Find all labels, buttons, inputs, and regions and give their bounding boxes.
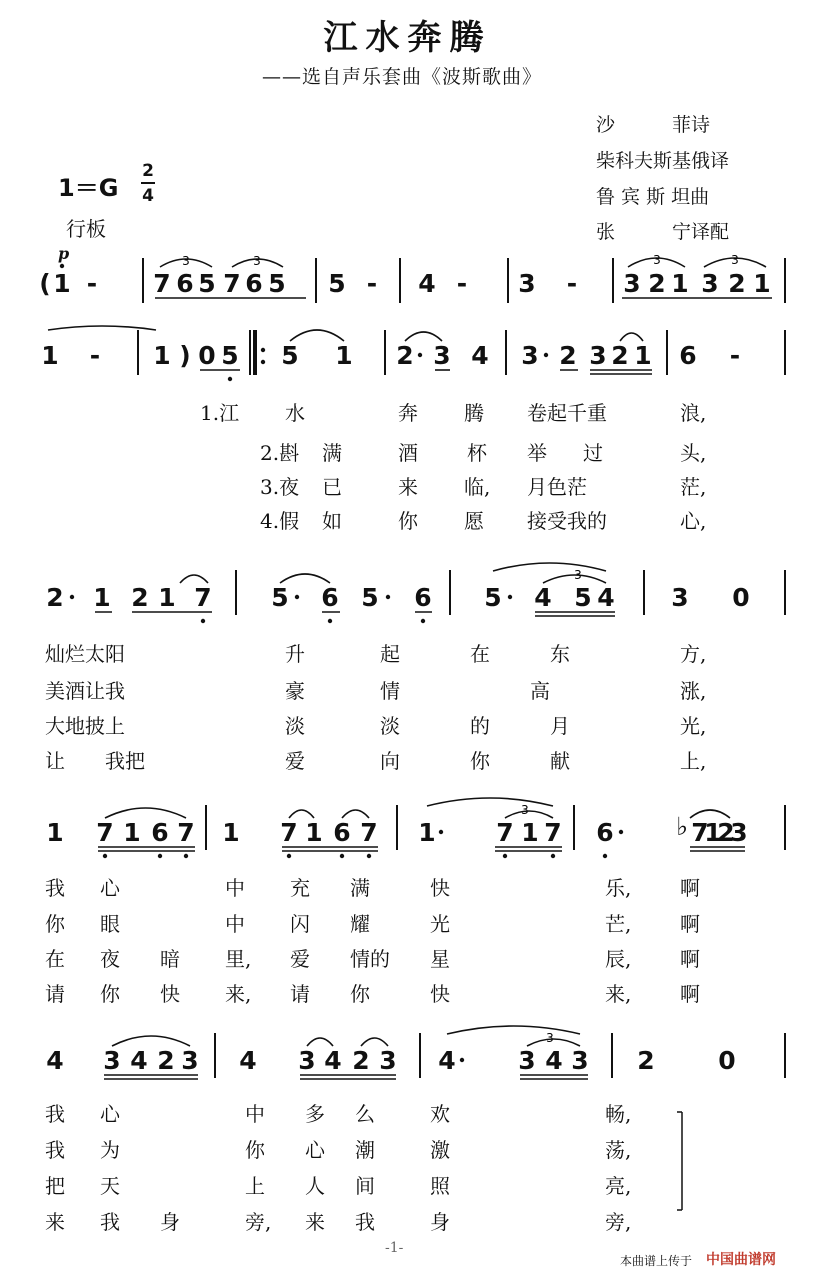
note: 4 [239, 1046, 257, 1075]
lyric-word: 把 [45, 1174, 65, 1198]
lyric-word: 人 [305, 1174, 325, 1198]
page-number: -1- [385, 1240, 404, 1256]
note: 5 [198, 269, 216, 298]
note: 3 [181, 1046, 199, 1075]
lyric-word: 中 [225, 912, 245, 936]
lyric-word: 我 [355, 1210, 375, 1234]
lyric-word: 头, [680, 441, 707, 465]
note: 3 [379, 1046, 397, 1075]
note: 2 [131, 583, 149, 612]
lyric-word: 身 [430, 1210, 450, 1234]
lyric-word: 充 [290, 876, 310, 900]
lyric-word: 你 [350, 982, 370, 1006]
note: - [89, 341, 101, 370]
tuplet-number: 3 [574, 568, 582, 582]
lyric-word: 啊 [680, 947, 700, 971]
slur [112, 1036, 190, 1046]
lyric-word: 亮, [605, 1174, 632, 1198]
lyric-word: 夜 [100, 947, 120, 971]
lyric-word: 卷起千重 [527, 401, 607, 425]
note: 6 [321, 583, 339, 612]
note: 1 [41, 341, 59, 370]
note: - [729, 341, 741, 370]
slur [307, 1038, 333, 1046]
note: 1 [753, 269, 771, 298]
lyric-word: 啊 [680, 982, 700, 1006]
lyric-word: 乐, [605, 876, 632, 900]
lyric-word: 淡 [285, 714, 305, 738]
lyric-word: 3.夜 [260, 475, 300, 499]
note: 7 [544, 818, 562, 847]
note: 4 [534, 583, 552, 612]
note: 5 [574, 583, 592, 612]
lyric-word: 上 [245, 1174, 265, 1198]
note: 4 [324, 1046, 342, 1075]
note: 3 [433, 341, 451, 370]
note: 5 [328, 269, 346, 298]
note: 2 [157, 1046, 175, 1075]
lyric-word: 让 [45, 749, 65, 773]
slur [427, 798, 553, 806]
lyric-word: 眼 [100, 912, 120, 936]
lyric-word: 淡 [380, 714, 400, 738]
note: - [566, 269, 578, 298]
lyric-word: 起 [380, 642, 400, 666]
lyric-word: 向 [380, 749, 400, 773]
lyric-word: 临, [464, 475, 491, 499]
lyric-word: 我 [45, 876, 65, 900]
note: 1 [305, 818, 323, 847]
lyric-word: 豪 [285, 679, 305, 703]
lyric-word: 请 [290, 982, 310, 1006]
lyric-word: 请 [45, 982, 65, 1006]
lyric-word: 来 [305, 1210, 325, 1234]
lyric-word: 暗 [160, 947, 180, 971]
lyric-word: 在 [470, 642, 490, 666]
note: 2 [717, 818, 735, 847]
lyric-word: 月 [550, 714, 570, 738]
lyric-word: 你 [398, 509, 418, 533]
note: 3 [518, 1046, 536, 1075]
note: 2 [728, 269, 746, 298]
upload-note: 本曲谱上传于 [620, 1254, 693, 1268]
note: 7 [223, 269, 241, 298]
note: 0 [198, 341, 216, 370]
note: 5 [268, 269, 286, 298]
tuplet-number: 3 [253, 254, 261, 268]
time-signature-bottom: 4 [142, 186, 154, 206]
lyric-word: 奔 [398, 401, 418, 425]
lyric-word: 么 [355, 1102, 375, 1126]
note: 1 [704, 818, 722, 847]
slur [180, 575, 208, 583]
lyric-word: 茫, [680, 475, 707, 499]
lyric-word: 快 [430, 982, 450, 1006]
aug-dot [619, 830, 623, 834]
tuplet-number: 3 [182, 254, 190, 268]
note: 4 [471, 341, 489, 370]
octave-dot [340, 854, 344, 858]
slur [342, 810, 369, 818]
note: 1 [521, 818, 539, 847]
note: 5 [271, 583, 289, 612]
note: - [456, 269, 468, 298]
aug-dot [70, 595, 74, 599]
tuplet-number: 3 [521, 803, 529, 817]
lyric-word: 月色茫 [527, 475, 587, 499]
lyric-word: 在 [45, 947, 65, 971]
lyric-word: 中 [245, 1102, 265, 1126]
lyric-word: 愿 [464, 509, 484, 533]
note: 7 [280, 818, 298, 847]
aug-dot [295, 595, 299, 599]
note: 7 [177, 818, 195, 847]
dynamic-marking: p [58, 244, 70, 263]
lyric-word: 高 [530, 679, 550, 703]
lyric-word: 天 [100, 1174, 120, 1198]
tempo-marking: 行板 [66, 217, 106, 241]
octave-dot [201, 619, 205, 623]
lyric-word: 杯 [467, 441, 487, 465]
note: 3 [671, 583, 689, 612]
lyric-word: 间 [355, 1174, 375, 1198]
lyric-word: 多 [305, 1102, 325, 1126]
note: - [366, 269, 378, 298]
repeat-dot [261, 348, 265, 352]
lyric-word: 里, [225, 947, 252, 971]
note: 2 [648, 269, 666, 298]
lyric-word: 潮 [355, 1138, 375, 1162]
lyric-word: 满 [322, 441, 342, 465]
lyric-word: 心, [680, 509, 707, 533]
lyric-word: 闪 [290, 912, 310, 936]
credit-poet: 沙 菲诗 [596, 114, 711, 136]
octave-dot [287, 854, 291, 858]
note: 6 [679, 341, 697, 370]
note: 6 [414, 583, 432, 612]
note: 6 [333, 818, 351, 847]
note: 7 [496, 818, 514, 847]
credit-composer: 鲁 宾 斯 坦曲 [596, 186, 710, 208]
aug-dot [544, 353, 548, 357]
key-signature: 1＝G [58, 174, 119, 202]
lyric-word: 如 [322, 509, 342, 533]
time-signature-top: 2 [142, 161, 154, 181]
lyric-word: 过 [583, 441, 603, 465]
lyric-word: 情的 [350, 947, 390, 971]
note: 7 [153, 269, 171, 298]
lyric-word: 激 [430, 1138, 450, 1162]
note: 3 [623, 269, 641, 298]
lyric-word: 为 [100, 1138, 120, 1162]
note: 0 [732, 583, 750, 612]
note: 7 [360, 818, 378, 847]
site-logo: 中国曲谱网 [706, 1252, 776, 1268]
note: 1 [222, 818, 240, 847]
octave-dot [551, 854, 555, 858]
lyric-word: 浪, [680, 401, 707, 425]
note: 2 [637, 1046, 655, 1075]
note: 3 [521, 341, 539, 370]
lyric-word: 上, [680, 749, 707, 773]
note: 4 [545, 1046, 563, 1075]
repeat-dot [261, 360, 265, 364]
lyric-word: 光 [430, 912, 450, 936]
lyric-word: 快 [430, 876, 450, 900]
note: 4 [597, 583, 615, 612]
lyric-word: 1.江 [200, 401, 240, 425]
lyric-word: 畅, [605, 1102, 632, 1126]
aug-dot [418, 353, 422, 357]
note: 2 [396, 341, 414, 370]
aug-dot [460, 1058, 464, 1062]
lyric-word: 爱 [285, 749, 305, 773]
lyric-word: 酒 [398, 441, 418, 465]
lyric-word: 旁, [245, 1210, 272, 1234]
lyric-word: 我 [45, 1138, 65, 1162]
lyric-word: 欢 [430, 1102, 450, 1126]
lyric-word: 你 [245, 1138, 265, 1162]
slur [620, 333, 643, 341]
aug-dot [508, 595, 512, 599]
octave-dot [60, 264, 64, 268]
lyric-word: 心 [100, 876, 120, 900]
slur [290, 330, 344, 341]
note: 7 [194, 583, 212, 612]
octave-dot [228, 377, 232, 381]
lyric-word: 4.假 [260, 509, 300, 533]
lyric-word: 升 [285, 642, 305, 666]
lyric-word: 爱 [290, 947, 310, 971]
lyric-word: 光, [680, 714, 707, 738]
note: 4 [46, 1046, 64, 1075]
lyric-word: 啊 [680, 876, 700, 900]
octave-dot [184, 854, 188, 858]
note: 1 [46, 818, 64, 847]
tuplet-slur [505, 811, 553, 818]
lyric-word: 啊 [680, 912, 700, 936]
lyric-word: 耀 [350, 912, 370, 936]
slur [361, 1038, 388, 1046]
slur [447, 1026, 580, 1034]
note: 2 [46, 583, 64, 612]
lyric-word: 来, [605, 982, 632, 1006]
lyric-word: 辰, [605, 947, 632, 971]
note: 7 [96, 818, 114, 847]
lyric-word: 水 [285, 401, 305, 425]
lyric-word: 来 [45, 1210, 65, 1234]
slur [105, 808, 186, 818]
note: 1 [123, 818, 141, 847]
octave-dot [421, 619, 425, 623]
lyric-word: 心 [100, 1102, 120, 1126]
note: 0 [718, 1046, 736, 1075]
slur [493, 563, 606, 571]
lyric-word: 身 [160, 1210, 180, 1234]
lyric-word: 的 [470, 714, 490, 738]
note: 4 [130, 1046, 148, 1075]
lyric-word: 荡, [605, 1138, 632, 1162]
lyric-word: 接受我的 [527, 509, 607, 533]
tuplet-number: 3 [731, 253, 739, 267]
note: 3 [571, 1046, 589, 1075]
note: 6 [176, 269, 194, 298]
slur [405, 332, 442, 341]
slur [289, 810, 314, 818]
lyric-word: 来, [225, 982, 252, 1006]
note: 3 [518, 269, 536, 298]
lyric-word: 灿烂太阳 [45, 642, 125, 666]
lyric-word: 我 [45, 1102, 65, 1126]
lyric-word: 芒, [605, 912, 632, 936]
lyric-word: 来 [398, 475, 418, 499]
octave-dot [367, 854, 371, 858]
note: 4 [438, 1046, 456, 1075]
note: ) [179, 341, 191, 370]
octave-dot [103, 854, 107, 858]
lyric-word: 腾 [464, 401, 484, 425]
note: 3 [298, 1046, 316, 1075]
lyric-word: 大地披上 [45, 714, 125, 738]
lyric-word: 满 [350, 876, 370, 900]
note: 3 [103, 1046, 121, 1075]
slur [690, 810, 730, 818]
octave-dot [503, 854, 507, 858]
page-title: 江水奔腾 [323, 18, 492, 58]
note: 5 [361, 583, 379, 612]
note: 3 [730, 818, 748, 847]
lyric-word: 快 [160, 982, 180, 1006]
lyric-word: 献 [550, 749, 570, 773]
note: 4 [418, 269, 436, 298]
lyric-word: 照 [430, 1174, 450, 1198]
lyric-word: 中 [225, 876, 245, 900]
note: 2 [352, 1046, 370, 1075]
lyric-word: 你 [100, 982, 120, 1006]
aug-dot [439, 830, 443, 834]
note: 7 [691, 818, 709, 847]
note: ♭ [676, 812, 688, 841]
note: 1 [418, 818, 436, 847]
note: 6 [596, 818, 614, 847]
tie [48, 326, 156, 330]
lyric-word: 方, [680, 642, 707, 666]
note: 1 [335, 341, 353, 370]
lyric-word: 举 [527, 441, 547, 465]
subtitle: ——选自声乐套曲《波斯歌曲》 [262, 66, 543, 88]
aug-dot [386, 595, 390, 599]
note: 5 [484, 583, 502, 612]
note: 2 [559, 341, 577, 370]
tuplet-number: 3 [653, 253, 661, 267]
octave-dot [158, 854, 162, 858]
note: 2 [611, 341, 629, 370]
lyric-word: 你 [45, 912, 65, 936]
lyric-word: 涨, [680, 679, 707, 703]
lyric-word: 已 [322, 475, 342, 499]
lyric-word: 东 [550, 642, 570, 666]
note: 1 [671, 269, 689, 298]
note: 1 [153, 341, 171, 370]
note: 1 [634, 341, 652, 370]
note: 3 [701, 269, 719, 298]
lyric-word: 心 [305, 1138, 325, 1162]
lyric-word: 你 [470, 749, 490, 773]
slur [280, 574, 330, 583]
lyric-word: 我把 [105, 749, 145, 773]
credit-arranger: 张 宁译配 [596, 221, 730, 243]
lyric-word: 2.斟 [260, 441, 300, 465]
note: ( [39, 269, 51, 298]
note: 6 [245, 269, 263, 298]
tuplet-number: 3 [546, 1031, 554, 1045]
note: 5 [281, 341, 299, 370]
note: 1 [93, 583, 111, 612]
note: 3 [589, 341, 607, 370]
octave-dot [603, 854, 607, 858]
lyric-word: 美酒让我 [45, 679, 125, 703]
note: 5 [221, 341, 239, 370]
lyric-word: 情 [380, 679, 400, 703]
lyric-word: 星 [430, 947, 450, 971]
lyric-word: 旁, [605, 1210, 632, 1234]
credit-translator: 柴科夫斯基俄译 [596, 150, 730, 172]
note: 6 [151, 818, 169, 847]
note: 1 [53, 269, 71, 298]
octave-dot [328, 619, 332, 623]
note: - [86, 269, 98, 298]
note: 1 [158, 583, 176, 612]
lyric-word: 我 [100, 1210, 120, 1234]
